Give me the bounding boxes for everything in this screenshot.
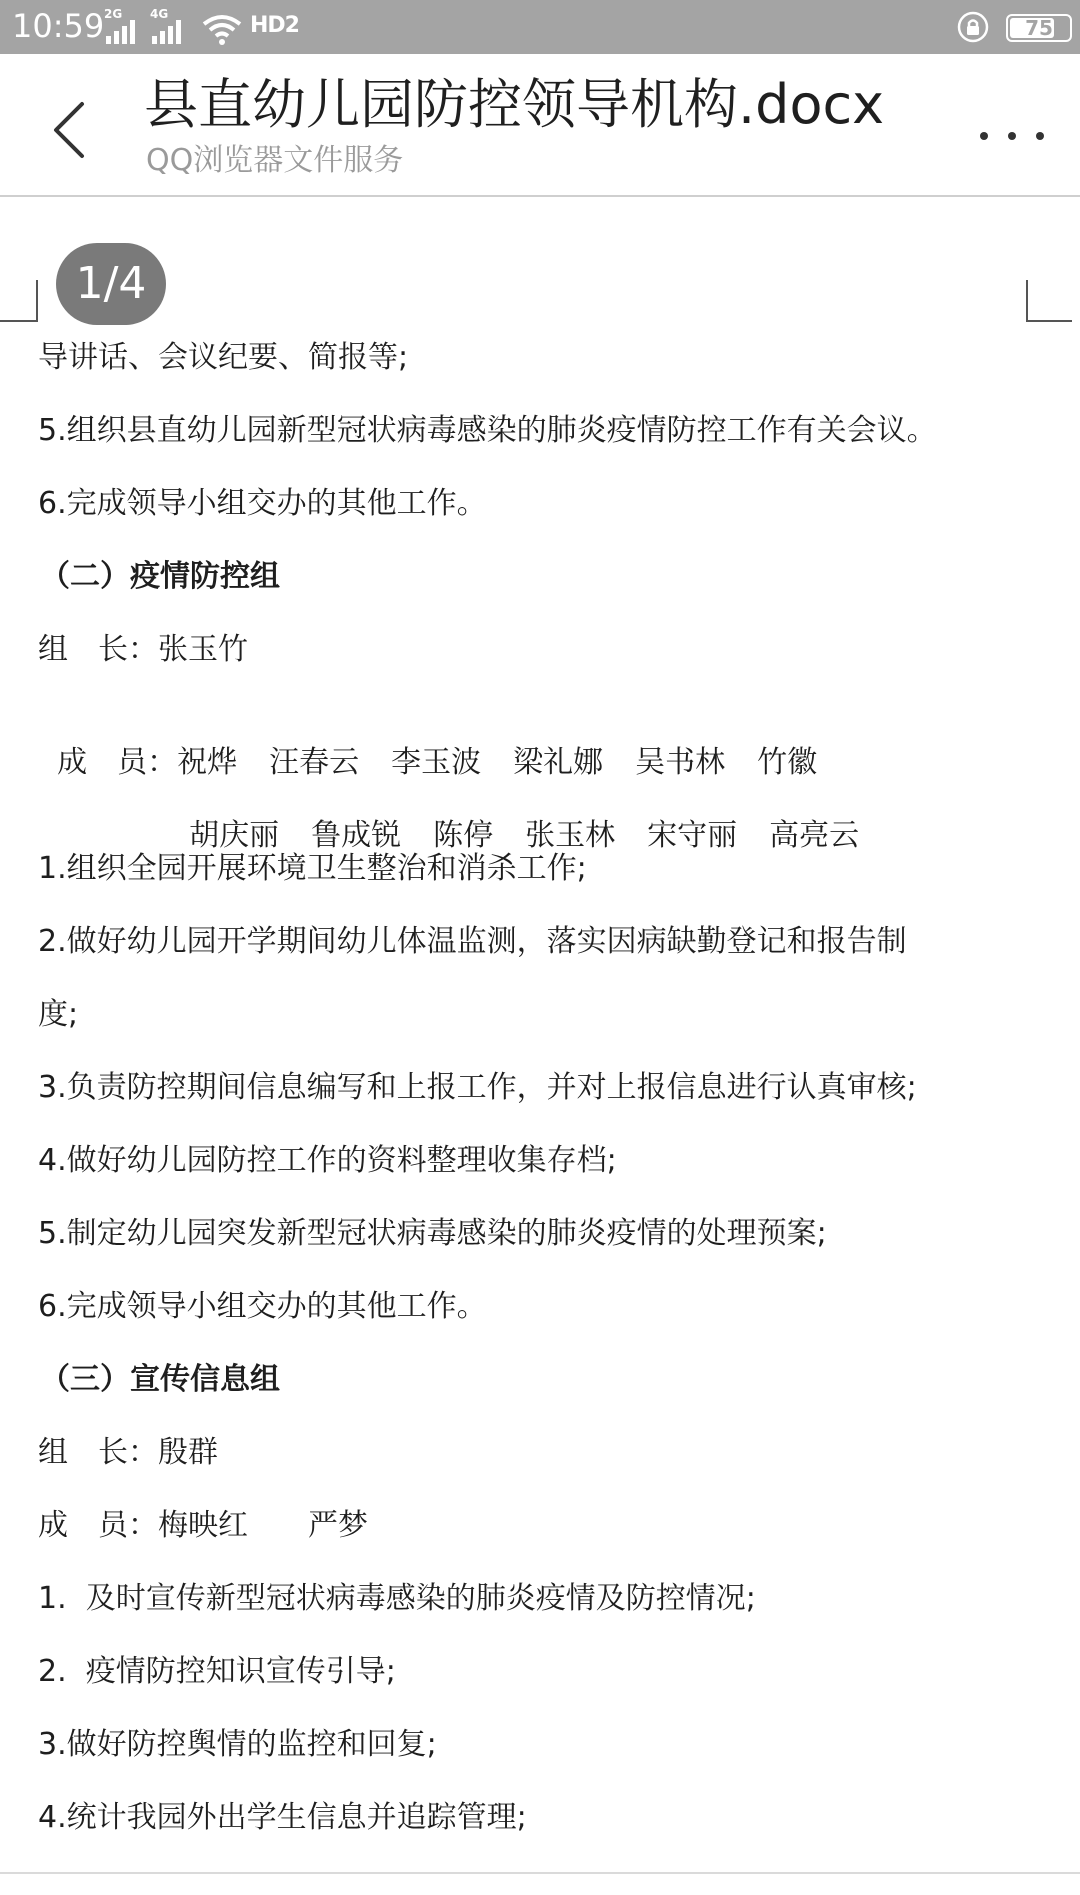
group-members-continued [170, 776, 891, 856]
member-name: 竹徽 [757, 745, 818, 780]
bottom-divider [0, 1872, 1080, 1874]
signal-icon [104, 18, 138, 46]
status-bar [0, 0, 1080, 54]
doc-paragraph: 4.统计我园外出学生信息并追踪管理; [38, 1800, 527, 1835]
lock-icon [957, 11, 989, 43]
doc-paragraph: 6.完成领导小组交办的其他工作。 [38, 486, 487, 521]
title-bar [0, 54, 1080, 197]
section-heading: （三）宣传信息组 [40, 1362, 280, 1397]
wifi-icon [202, 14, 242, 46]
doc-paragraph: 1.组织全园开展环境卫生整治和消杀工作; [38, 851, 587, 886]
member-name: 高亮云 [769, 818, 860, 853]
member-name: 吴书林 [635, 745, 726, 780]
page-indicator: 1/4 [56, 243, 166, 325]
doc-paragraph: 5.组织县直幼儿园新型冠状病毒感染的肺炎疫情防控工作有关会议。 [38, 413, 937, 448]
doc-paragraph: 2.做好幼儿园开学期间幼儿体温监测，落实因病缺勤登记和报告制 [38, 924, 907, 959]
more-dots-icon [1008, 132, 1016, 140]
back-button[interactable] [40, 90, 100, 170]
section-heading: （二）疫情防控组 [40, 559, 280, 594]
doc-paragraph: 5.制定幼儿园突发新型冠状病毒感染的肺炎疫情的处理预案; [38, 1216, 827, 1251]
member-name: 张玉林 [525, 818, 616, 853]
member-name: 陈停 [433, 818, 494, 853]
doc-paragraph: 度; [38, 997, 79, 1032]
status-time: 10:59 [12, 7, 105, 45]
document-subtitle: QQ浏览器文件服务 [146, 143, 404, 178]
member-name: 祝烨 [177, 745, 238, 780]
doc-paragraph: 导讲话、会议纪要、简报等; [38, 340, 409, 375]
document-viewer[interactable] [0, 199, 1080, 1895]
more-options-button[interactable] [970, 110, 1054, 160]
more-dots-icon [1036, 132, 1044, 140]
chevron-left-icon [40, 90, 100, 170]
doc-paragraph: 1. 及时宣传新型冠状病毒感染的肺炎疫情及防控情况; [38, 1581, 756, 1616]
group-members: 成 员：梅映红 严梦 [38, 1508, 368, 1543]
group-leader: 组 长：张玉竹 [38, 632, 248, 667]
signal-icon [150, 18, 184, 46]
doc-paragraph: 4.做好幼儿园防控工作的资料整理收集存档; [38, 1143, 617, 1178]
doc-paragraph: 6.完成领导小组交办的其他工作。 [38, 1289, 487, 1324]
battery-percent: 75 [1025, 16, 1053, 40]
battery-icon [1006, 14, 1072, 42]
member-name: 梁礼娜 [513, 745, 604, 780]
network-type-label: 2G [104, 7, 123, 21]
doc-paragraph: 2. 疫情防控知识宣传引导; [38, 1654, 396, 1689]
group-members [38, 703, 849, 783]
member-name: 汪春云 [269, 745, 360, 780]
doc-paragraph: 3.做好防控舆情的监控和回复; [38, 1727, 437, 1762]
member-name: 鲁成锐 [311, 818, 402, 853]
page-corner-mark [0, 280, 38, 322]
page-corner-mark [1026, 280, 1072, 322]
more-dots-icon [980, 132, 988, 140]
doc-paragraph: 3.负责防控期间信息编写和上报工作，并对上报信息进行认真审核; [38, 1070, 917, 1105]
hd-badge: HD2 [250, 13, 299, 38]
document-title: 县直幼儿园防控领导机构.docx [144, 73, 885, 136]
member-name: 宋守丽 [647, 818, 738, 853]
member-name: 李玉波 [391, 745, 482, 780]
member-name: 胡庆丽 [189, 818, 280, 853]
members-label: 成 员： [57, 745, 178, 780]
network-type-label: 4G [150, 7, 169, 21]
group-leader: 组 长：殷群 [38, 1435, 218, 1470]
